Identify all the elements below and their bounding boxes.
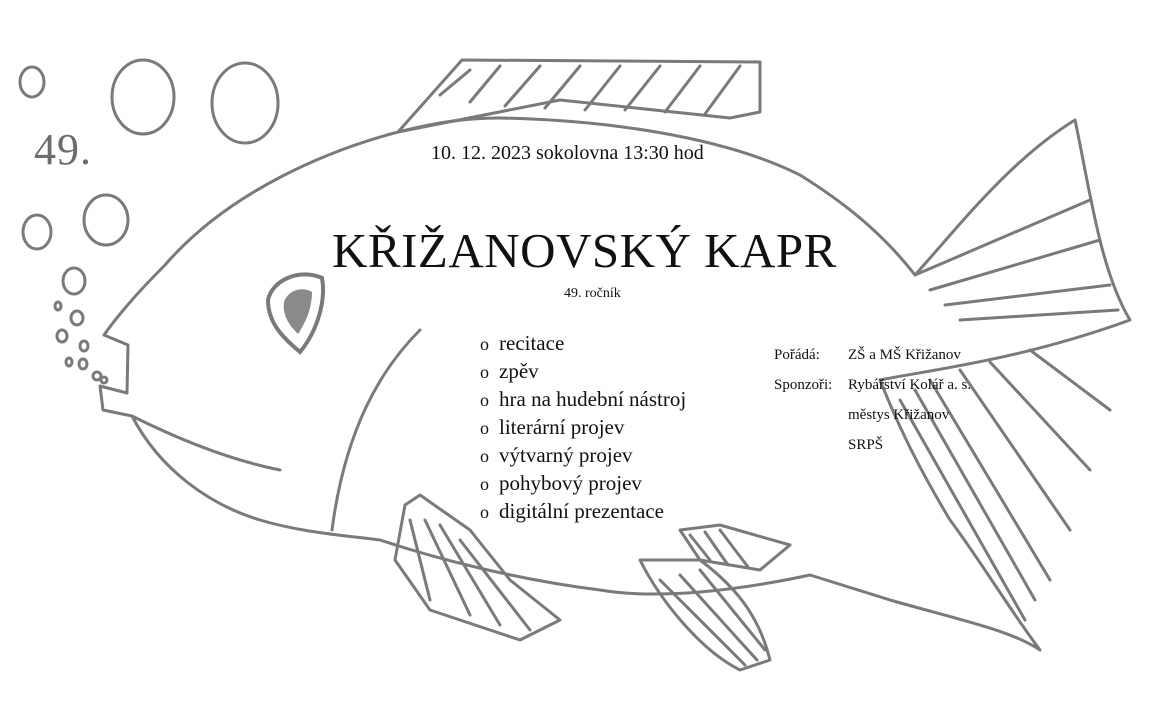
organizer-label: Pořádá: [774, 347, 820, 363]
edition-subtitle: 49. ročník [564, 286, 621, 301]
circle-bullet-icon: o [480, 446, 489, 466]
circle-bullet-icon: o [480, 362, 489, 382]
organizer-name: ZŠ a MŠ Křižanov [848, 347, 961, 363]
circle-bullet-icon: o [480, 474, 489, 494]
fish-eye [268, 274, 323, 352]
list-item [480, 470, 686, 498]
event-date-venue: 10. 12. 2023 sokolovna 13:30 hod [431, 142, 704, 164]
circle-bullet-icon: o [480, 334, 489, 354]
circle-bullet-icon: o [480, 502, 489, 522]
bubbles-icon [20, 60, 278, 383]
ventral-fin [640, 560, 770, 670]
category-label: pohybový projev [499, 471, 642, 495]
sponsor-row [774, 430, 971, 460]
organizers-block [774, 340, 971, 460]
circle-bullet-icon: o [480, 390, 489, 410]
edition-number: 49. [34, 125, 92, 174]
organizer-row [774, 340, 971, 370]
gill-line [332, 330, 420, 530]
list-item [480, 498, 686, 526]
list-item [480, 386, 686, 414]
poster-title: KŘIŽANOVSKÝ KAPR [332, 223, 837, 278]
category-label: digitální prezentace [499, 499, 664, 523]
sponsor-name: SRPŠ [848, 437, 884, 453]
sponsor-name: Rybářství Kolář a. s. [848, 377, 972, 393]
circle-bullet-icon: o [480, 418, 489, 438]
category-label: recitace [499, 331, 565, 355]
sponsor-row [774, 400, 971, 430]
category-label: hra na hudební nástroj [499, 387, 687, 411]
sponsor-name: městys Křižanov [848, 407, 950, 423]
category-label: literární projev [499, 415, 625, 439]
list-item [480, 358, 686, 386]
category-label: zpěv [499, 359, 539, 383]
anal-fin [680, 525, 790, 570]
sponsors-label: Sponzoři: [774, 377, 833, 393]
sponsor-row [774, 370, 971, 400]
list-item [480, 414, 686, 442]
mouth-line [132, 416, 280, 470]
list-item [480, 330, 686, 358]
category-label: výtvarný projev [499, 443, 633, 467]
list-item [480, 442, 686, 470]
category-list [480, 330, 686, 526]
